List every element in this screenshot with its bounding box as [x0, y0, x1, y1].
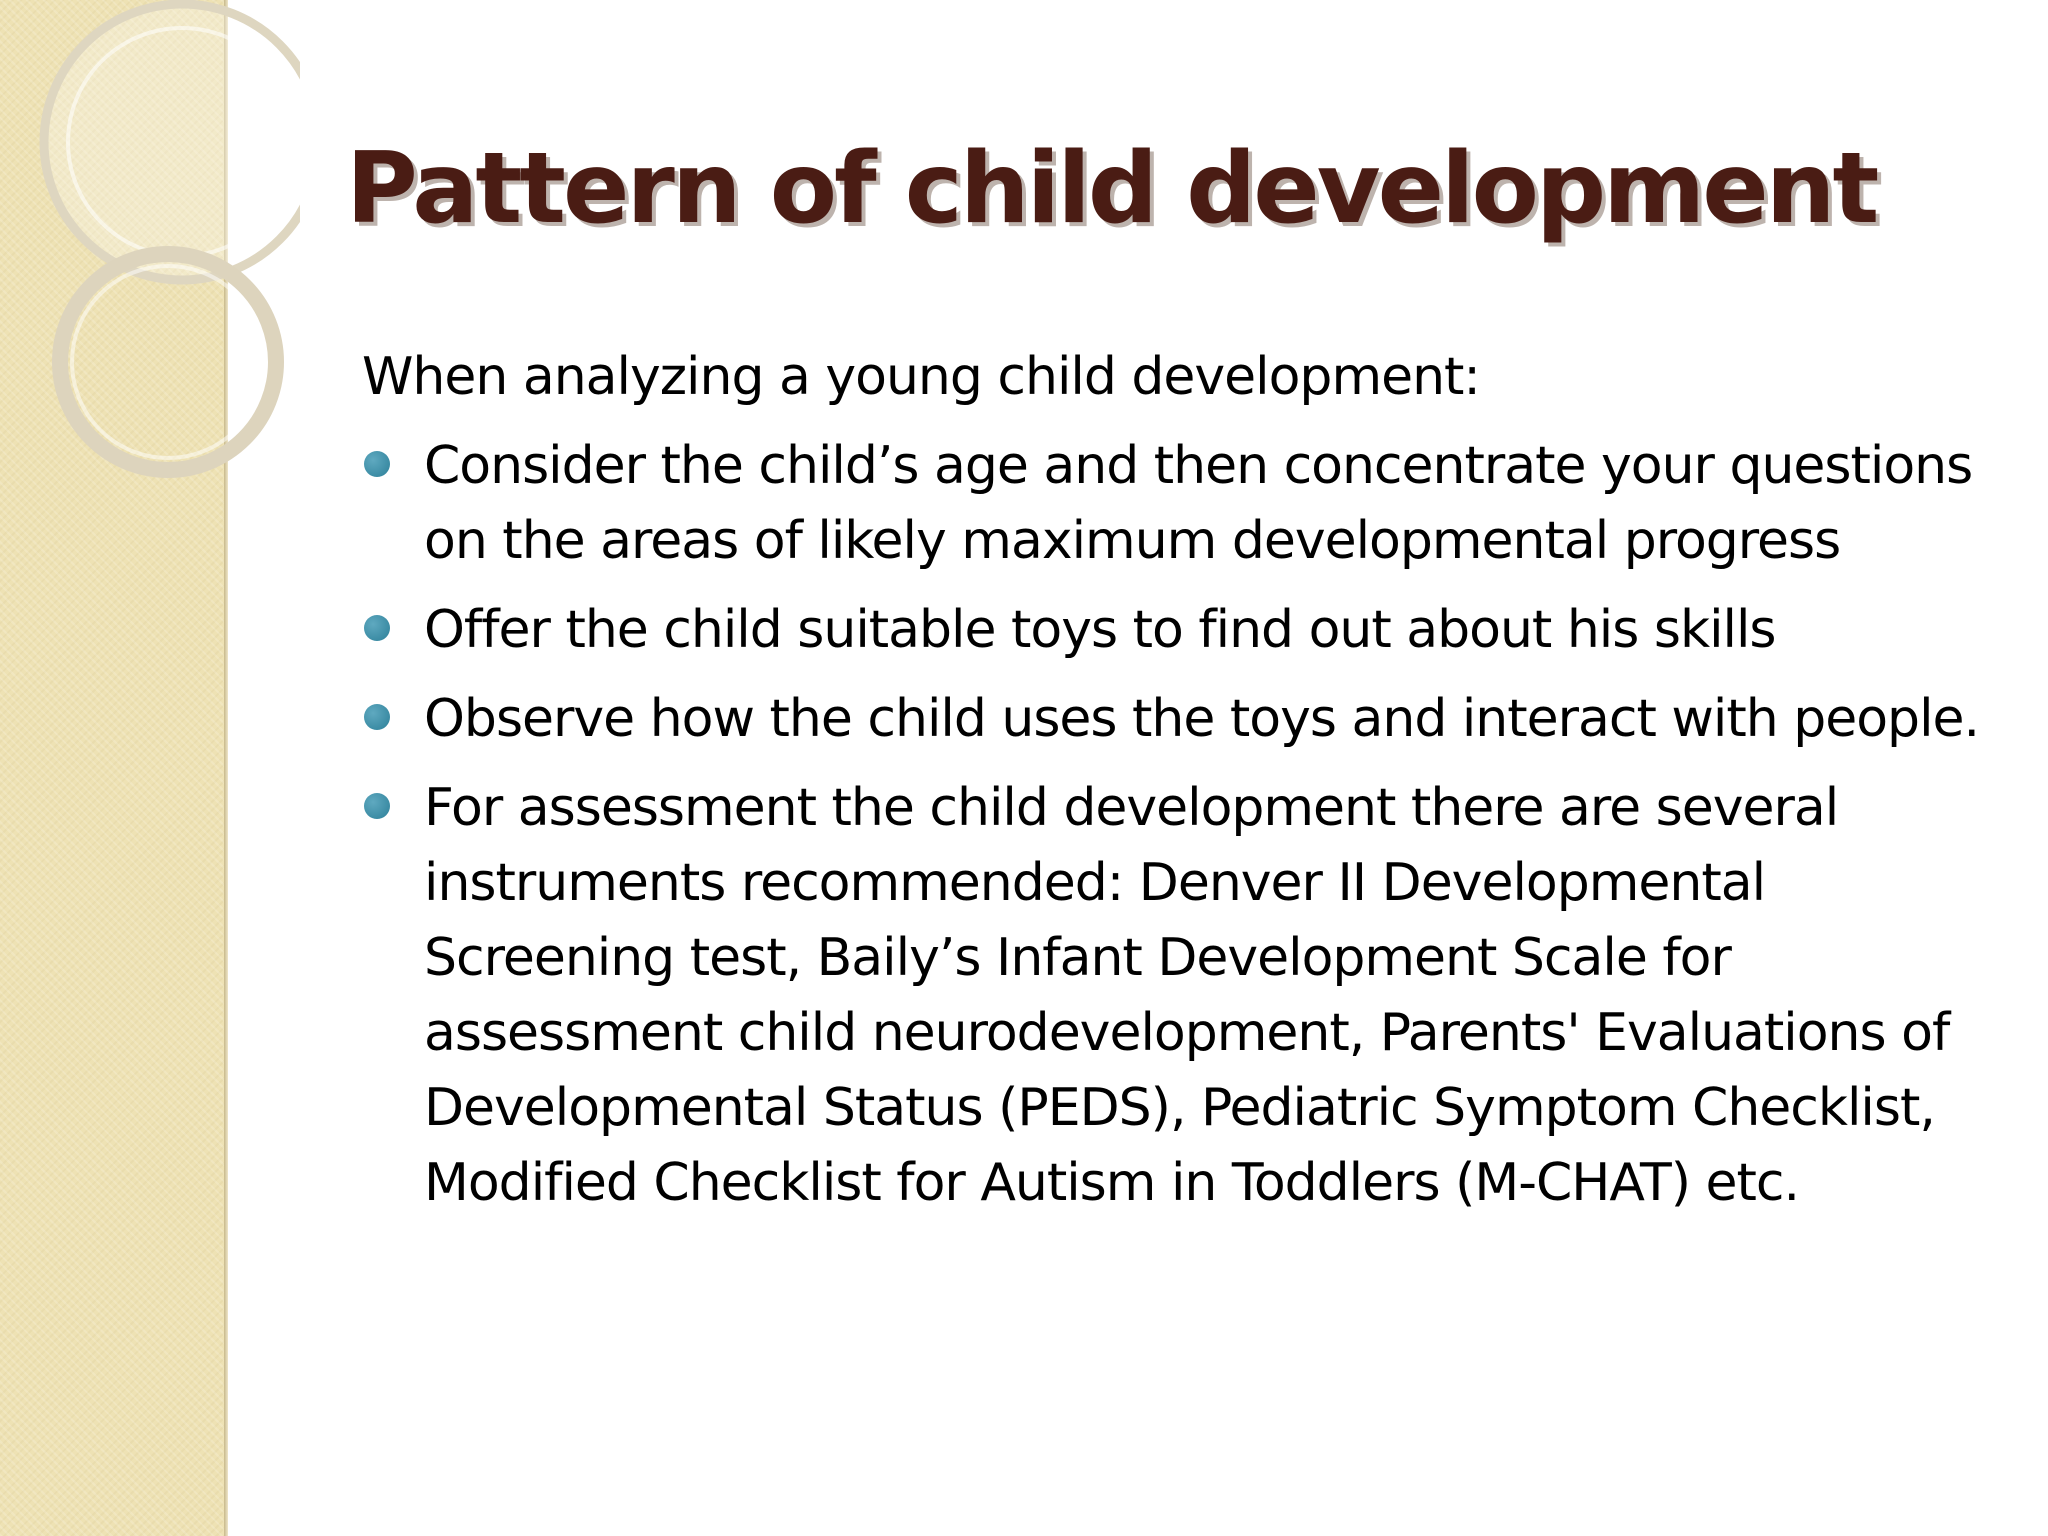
bullet-list [362, 429, 1982, 1221]
bullet-dot-icon [364, 704, 390, 730]
bullet-text: Observe how the child uses the toys and interact with people. [424, 689, 1980, 749]
bullet-item [362, 429, 1982, 579]
bullet-item [362, 593, 1982, 668]
bullet-text: For assessment the child development there are several instruments recommended: Denver II Developmental Screening test, Baily’s Infant Development Scale for assessment child neurodevelopment, Parents' Evaluations of Developmental Status (PEDS), Pediatric Symptom Checklist, Modified Checklist for Autism in Toddlers (M-CHAT) etc. [424, 778, 1950, 1213]
slide-title: Pattern of child development [346, 132, 1877, 246]
small-ring-inner [72, 266, 264, 458]
bullet-dot-icon [364, 615, 390, 641]
bullet-text: Offer the child suitable toys to find out about his skills [424, 600, 1776, 660]
large-ring [44, 4, 300, 280]
slide-body [362, 340, 1982, 1235]
bullet-dot-icon [364, 793, 390, 819]
ring-decoration-icon [0, 0, 300, 520]
bullet-item [362, 771, 1982, 1221]
bullet-dot-icon [364, 451, 390, 477]
bullet-item [362, 682, 1982, 757]
bullet-text: Consider the child’s age and then concentrate your questions on the areas of likely maximum developmental progress [424, 436, 1973, 571]
intro-text: When analyzing a young child development: [362, 347, 1480, 407]
small-ring [60, 254, 276, 470]
